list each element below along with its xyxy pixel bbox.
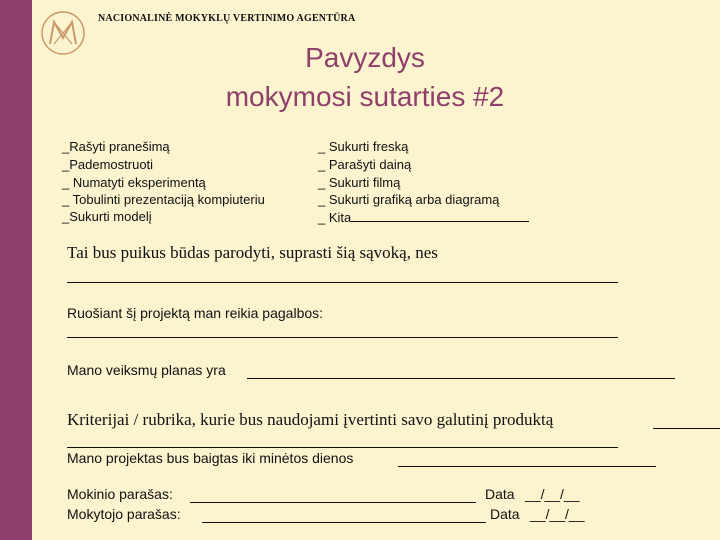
- criteria-answer-line-2[interactable]: [67, 447, 618, 448]
- teacher-signature-line[interactable]: [202, 522, 486, 523]
- criteria-answer-line-1[interactable]: [653, 428, 720, 429]
- help-needed-answer-line[interactable]: [67, 337, 618, 338]
- option-other-blank[interactable]: [351, 209, 529, 222]
- option-other: [318, 209, 529, 225]
- option-film: _ Sukurti filmą: [318, 175, 401, 190]
- student-signature-label: Mokinio parašas:: [67, 486, 173, 502]
- option-fresco: _ Sukurti freską: [318, 139, 409, 154]
- agency-logo-icon: [40, 10, 86, 56]
- action-plan-prompt: Mano veiksmų planas yra: [67, 362, 226, 378]
- option-model: _Sukurti modelį: [62, 209, 152, 224]
- action-plan-answer-line[interactable]: [247, 378, 675, 379]
- student-date-blank[interactable]: __/__/__: [525, 486, 580, 502]
- teacher-date-blank[interactable]: __/__/__: [530, 506, 585, 522]
- great-way-prompt: Tai bus puikus būdas parodyti, suprasti šią sąvoką, nes: [67, 243, 438, 262]
- deadline-answer-line[interactable]: [398, 466, 656, 467]
- page-title-line1: Pavyzdys: [305, 42, 425, 73]
- student-date-label: Data: [485, 486, 515, 502]
- teacher-signature-label: Mokytojo parašas:: [67, 506, 181, 522]
- option-other-label: _ Kita: [318, 210, 352, 225]
- side-accent-bar: [0, 0, 32, 540]
- option-presentation: _ Tobulinti prezentaciją kompiuteriu: [62, 192, 265, 207]
- deadline-prompt: Mano projektas bus baigtas iki minėtos dienos: [67, 450, 354, 466]
- option-song: _ Parašyti dainą: [318, 157, 412, 172]
- option-experiment: _ Numatyti eksperimentą: [62, 175, 206, 190]
- option-report: _Rašyti pranešimą: [62, 139, 170, 154]
- help-needed-prompt: Ruošiant šį projektą man reikia pagalbos:: [67, 305, 324, 321]
- page-title-line2: mokymosi sutarties #2: [225, 81, 505, 112]
- option-demonstrate: _Pademostruoti: [62, 157, 154, 172]
- option-graphic: _ Sukurti grafiką arba diagramą: [318, 192, 500, 207]
- student-signature-line[interactable]: [190, 502, 476, 503]
- agency-name: NACIONALINĖ MOKYKLŲ VERTINIMO AGENTŪRA: [98, 13, 356, 24]
- great-way-answer-line[interactable]: [67, 282, 618, 283]
- teacher-date-label: Data: [490, 506, 520, 522]
- criteria-prompt: Kriterijai / rubrika, kurie bus naudojami įvertinti savo galutinį produktą: [67, 410, 554, 429]
